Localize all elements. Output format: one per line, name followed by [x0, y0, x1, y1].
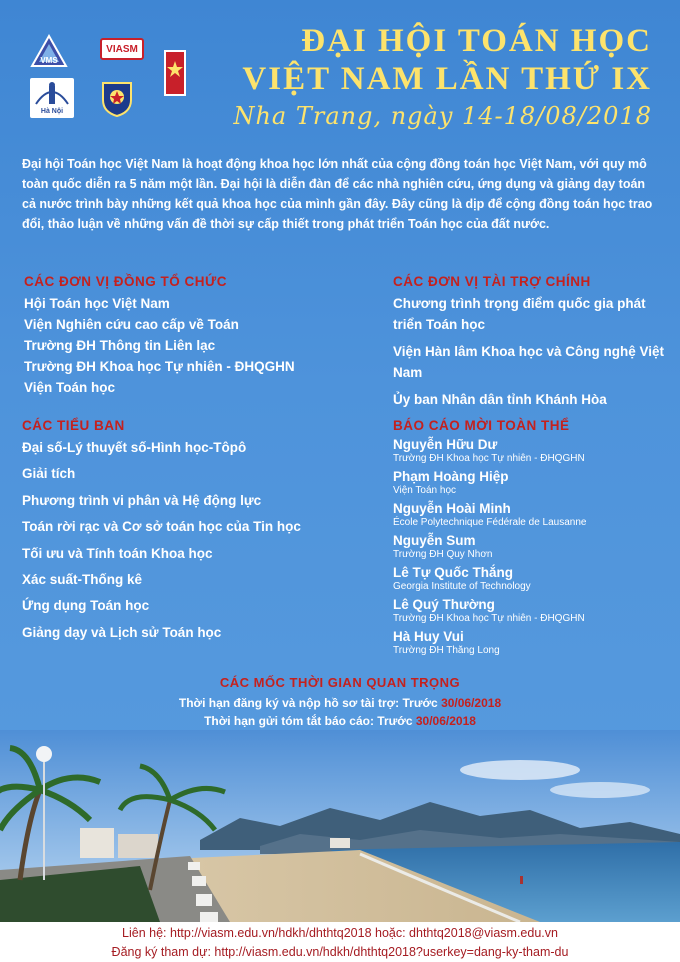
milestone-line: [0, 694, 680, 712]
footer: [0, 922, 680, 962]
hanoi-logo-text: Hà Nội: [40, 107, 64, 115]
hanoi-math-logo: [30, 78, 74, 118]
speaker-name: Nguyễn Hữu Dư: [393, 437, 498, 452]
speaker-affiliation: Georgia Institute of Technology: [393, 581, 531, 592]
milestone-date: 30/06/2018: [441, 696, 502, 710]
session-item: Giải tích: [22, 466, 76, 482]
organizers-heading: CÁC ĐƠN VỊ ĐỒNG TỔ CHỨC: [24, 274, 227, 289]
sponsors-heading: CÁC ĐƠN VỊ TÀI TRỢ CHÍNH: [393, 274, 591, 289]
organizers-section: [24, 274, 384, 398]
viasm-logo: VIASM: [100, 38, 144, 60]
sponsor-item: Viện Hàn lâm Khoa học và Công nghệ Việt Nam: [393, 344, 665, 380]
speaker-name: Nguyễn Hoài Minh: [393, 501, 511, 516]
sessions-heading: CÁC TIỂU BAN: [22, 418, 125, 433]
session-item: Đại số-Lý thuyết số-Hình học-Tôpô: [22, 440, 247, 455]
organizer-item: Trường ĐH Thông tin Liên lạc: [24, 338, 216, 353]
speaker-entry: [393, 629, 678, 657]
organizer-item: Trường ĐH Khoa học Tự nhiên - ĐHQGHN: [24, 359, 295, 374]
speaker-affiliation: Trường ĐH Khoa học Tự nhiên - ĐHQGHN: [393, 613, 585, 624]
sessions-section: [22, 418, 382, 646]
event-title-line1: ĐẠI HỘI TOÁN HỌC: [301, 23, 652, 59]
milestone-label: Thời hạn gửi tóm tắt báo cáo: Trước: [204, 714, 413, 728]
speaker-entry: [393, 533, 678, 561]
speaker-entry: [393, 501, 678, 529]
event-title-line2: VIỆT NAM LẦN THỨ IX: [242, 61, 652, 97]
session-item: Toán rời rạc và Cơ sở toán học của Tin học: [22, 519, 301, 535]
speaker-affiliation: Trường ĐH Thăng Long: [393, 645, 500, 656]
milestones-section: [0, 675, 680, 730]
contact-link[interactable]: Liên hệ: http://viasm.edu.vn/hdkh/dhthtq2018 hoặc: dhthtq2018@viasm.edu.vn: [122, 926, 558, 940]
sponsor-item: Chương trình trọng điểm quốc gia phát triển Toán học: [393, 296, 646, 332]
organizer-item: Viện Nghiên cứu cao cấp về Toán: [24, 317, 239, 332]
speakers-heading: BÁO CÁO MỜI TOÀN THỂ: [393, 418, 570, 433]
sponsor-item: Ủy ban Nhân dân tỉnh Khánh Hòa: [393, 392, 607, 407]
milestone-line: [0, 712, 680, 730]
organizer-item: Hội Toán học Việt Nam: [24, 296, 170, 311]
milestone-label: Thời hạn đăng ký và nộp hồ sơ tài trợ: Trước: [178, 696, 438, 710]
milestones-heading: CÁC MỐC THỜI GIAN QUAN TRỌNG: [219, 675, 461, 690]
sponsors-section: [393, 274, 678, 410]
beach-photo: [0, 730, 680, 922]
session-item: Phương trình vi phân và Hệ động lực: [22, 492, 262, 508]
speaker-name: Phạm Hoàng Hiệp: [393, 469, 509, 484]
registration-link[interactable]: Đăng ký tham dự: http://viasm.edu.vn/hdkh/dhthtq2018?userkey=dang-ky-tham-du: [111, 945, 569, 959]
session-item: Giảng dạy và Lịch sử Toán học: [22, 624, 222, 640]
speaker-name: Lê Quý Thường: [393, 597, 495, 612]
speaker-entry: [393, 565, 678, 593]
milestone-date: 30/06/2018: [415, 714, 476, 728]
speaker-name: Nguyễn Sum: [393, 533, 476, 548]
organizer-item: Viện Toán học: [24, 380, 116, 395]
plenary-speakers-section: [393, 418, 678, 661]
vms-logo-text: VMS: [40, 56, 58, 65]
speaker-entry: [393, 597, 678, 625]
university-shield-logo: [100, 80, 134, 118]
vms-logo: [30, 34, 68, 70]
speaker-affiliation: Trường ĐH Khoa học Tự nhiên - ĐHQGHN: [393, 453, 585, 464]
speaker-entry: [393, 437, 678, 465]
event-date-location: Nha Trang, ngày 14-18/08/2018: [233, 102, 652, 130]
logo-group: [28, 30, 198, 130]
session-item: Ứng dụng Toán học: [22, 598, 150, 614]
party-flag-logo: [164, 50, 186, 96]
session-item: Tối ưu và Tính toán Khoa học: [22, 545, 213, 561]
speaker-affiliation: École Polytechnique Fédérale de Lausanne: [393, 517, 587, 528]
intro-paragraph: Đại hội Toán học Việt Nam là hoạt động khoa học lớn nhất của cộng đồng toán học Việt Nam, với quy mô toàn quốc diễn ra 5 năm một lần. Đại hội là diễn đàn để các nhà nghiên cứu, ứng dụng và giảng dạy toán cả nước trình bày những kết quả khoa học của mình gần đây. Đây cũng là dịp để cộng đồng toán học trao đổi, thảo luận về những vấn đề thời sự cấp thiết trong phát triển Toán học của đất nước.: [22, 157, 653, 231]
session-item: Xác suất-Thống kê: [22, 571, 143, 587]
speaker-entry: [393, 469, 678, 497]
speaker-name: Lê Tự Quốc Thắng: [393, 565, 514, 580]
event-title-block: [212, 22, 652, 130]
speaker-affiliation: Viện Toán học: [393, 485, 457, 496]
speaker-name: Hà Huy Vui: [393, 629, 464, 644]
speaker-affiliation: Trường ĐH Quy Nhơn: [393, 549, 493, 560]
